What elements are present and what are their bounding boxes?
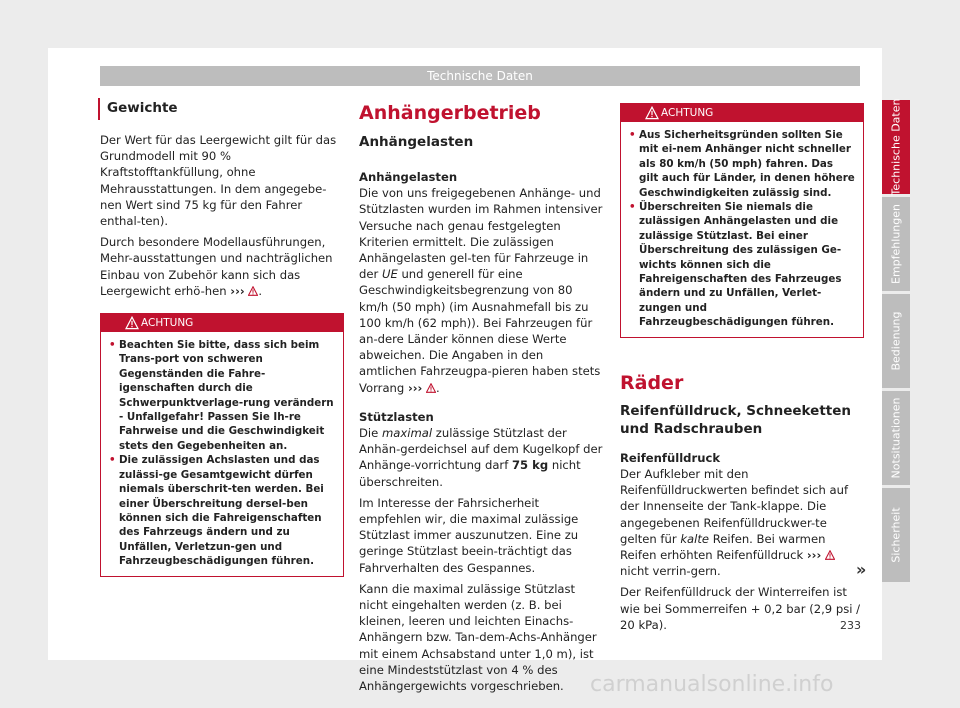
link-arrow[interactable]: ››› xyxy=(806,547,822,562)
paragraph: Im Interesse der Fahrsicherheit empfehlen wir, die maximal zulässige Stützlast immer auszunutzen. Eine zu geringe Stützlast beein-trächtigt das Fahrverhalten des Gespannes. xyxy=(359,495,579,575)
warning-header xyxy=(621,104,863,122)
paragraph: Kann die maximal zulässige Stützlast nicht eingehalten werden (z. B. bei kleinen, leeren und leichten Einachs-Anhängern bzw. Tan-dem-Achs-Anhänger mit einem Achsabstand unter 1,0 m), ist eine Mindeststützlast von 4 % des Anhängergewichts vorgeschrieben. xyxy=(359,581,597,694)
chapter-title-wheels: Räder xyxy=(620,371,684,394)
tab-bedienung[interactable]: Bedienung xyxy=(882,294,910,388)
list-item: • Aus Sicherheitsgründen sollten Sie mit ei-nem Anhänger nicht schneller als 80 km/h (50 mph) fahren. Das gilt auch für Länder, in denen höhere Geschwindigkeiten zulässig sind. xyxy=(629,129,855,199)
tab-empfehlungen[interactable]: Empfehlungen xyxy=(882,197,910,291)
paragraph: Der Wert für das Leergewicht gilt für das Grundmodell mit 90 % Kraftstofftankfüllung, ohne Mehrausstattungen. In dem angegebe-nen Wert sind 75 kg für den Fahrer enthal-ten). xyxy=(100,133,337,229)
warning-icon xyxy=(125,316,139,330)
warning-list xyxy=(101,332,343,576)
chapter-title-trailer: Anhängerbetrieb xyxy=(359,102,541,124)
tab-technische-daten[interactable]: Technische Daten xyxy=(882,100,910,194)
warning-box xyxy=(100,313,344,577)
section-heading-trailer-loads: Anhängelasten xyxy=(359,134,474,150)
column-trailer xyxy=(359,102,603,699)
section-heading-tyre-pressure: Reifenfülldruck, Schneeketten und Radschrauben xyxy=(620,402,852,437)
warning-box xyxy=(620,103,864,338)
tab-sicherheit[interactable]: Sicherheit xyxy=(882,488,910,582)
paragraph: Die von uns freigegebenen Anhänge- und Stützlasten wurden im Rahmen intensiver Versuche nach genau festgelegten Kriterien ermittelt. Die zulässigen Anhängelasten gel-ten für Fahrzeuge in der UE und generell für eine Geschwindigkeitsbegrenzung von 80 km/h (50 mph) (im Ausnahmefall bis zu 100 km/h (62 mph)). Bei Fahrzeugen für an-dere Länder können diese Werte abweichen. Die Angaben in den amtlichen Fahrzeugpa-pieren haben stets Vorrang ››› . xyxy=(359,186,603,395)
column-weights xyxy=(100,98,344,577)
section-heading-weights: Gewichte xyxy=(98,98,344,120)
list-item: • Überschreiten Sie niemals die zulässigen Anhängelasten und die zulässige Stützlast. Bei einer Überschreitung des zulässigen Ge-wichts können sich die Fahreigenschaften des Fahrzeuges ändern und zu Unfällen, Verlet-zungen und Fahrzeugbeschädigungen führen. xyxy=(629,201,842,329)
list-item: • Beachten Sie bitte, dass sich beim Trans-port von schweren Gegenständen die Fahre-igenschaften durch die Schwerpunktverlage-rung verändern - Unfallgefahr! Passen Sie Ih-re Fahrweise und die Geschwindigkeit stets den Gegebenheiten an. xyxy=(109,339,334,452)
paragraph: Durch besondere Modellausführungen, Mehr-ausstattungen und nachträglichen Einbau von Zubehör kann sich das Leergewicht erhö-hen ››› . xyxy=(100,235,333,298)
paragraph: Der Aufkleber mit den Reifenfülldruckwerten befindet sich auf der Innenseite der Tank-klappe. Die angegebenen Reifenfülldruckwer-te gelten für kalte Reifen. Bei warmen Reifen erhöhten Reifenfülldruck ››› nicht verrin-gern. xyxy=(620,466,849,579)
subheading: Stützlasten xyxy=(359,409,434,424)
link-arrow[interactable]: ››› xyxy=(407,380,423,395)
list-item: • Die zulässigen Achslasten und das zulässi-ge Gesamtgewicht dürfen niemals überschrit-ten werden. Bei einer Überschreitung dersel-ben können sich die Fahreigenschaften des Fahrzeugs ändern und zu Unfällen, Verletzun-gen und Fahrzeugbeschädigungen führen. xyxy=(109,454,324,568)
warning-title: ACHTUNG xyxy=(141,317,194,330)
column-wheels xyxy=(620,98,867,638)
warning-list xyxy=(621,122,863,337)
tab-notsituationen[interactable]: Notsituationen xyxy=(882,391,910,485)
subheading: Anhängelasten xyxy=(359,170,458,184)
warning-icon[interactable] xyxy=(426,383,436,393)
warning-icon[interactable] xyxy=(825,550,835,560)
running-header: Technische Daten xyxy=(100,66,860,86)
link-arrow[interactable]: ››› xyxy=(230,283,245,298)
warning-icon xyxy=(645,106,659,120)
page-number: 233 xyxy=(840,619,861,632)
warning-title: ACHTUNG xyxy=(661,107,714,119)
subheading: Reifenfülldruck xyxy=(620,450,721,465)
warning-header xyxy=(101,314,343,332)
watermark: carmanualsonline.info xyxy=(590,672,834,697)
warning-icon[interactable] xyxy=(248,286,258,296)
continue-arrow: » xyxy=(856,560,867,579)
paragraph: Der Reifenfülldruck der Winterreifen ist wie bei Sommerreifen + 0,2 bar (2,9 psi / 20 kPa). xyxy=(620,585,861,632)
paragraph: Die maximal zulässige Stützlast der Anhän-gerdeichsel auf dem Kugelkopf der Anhänge-vorrichtung darf 75 kg nicht überschreiten. xyxy=(359,426,603,489)
